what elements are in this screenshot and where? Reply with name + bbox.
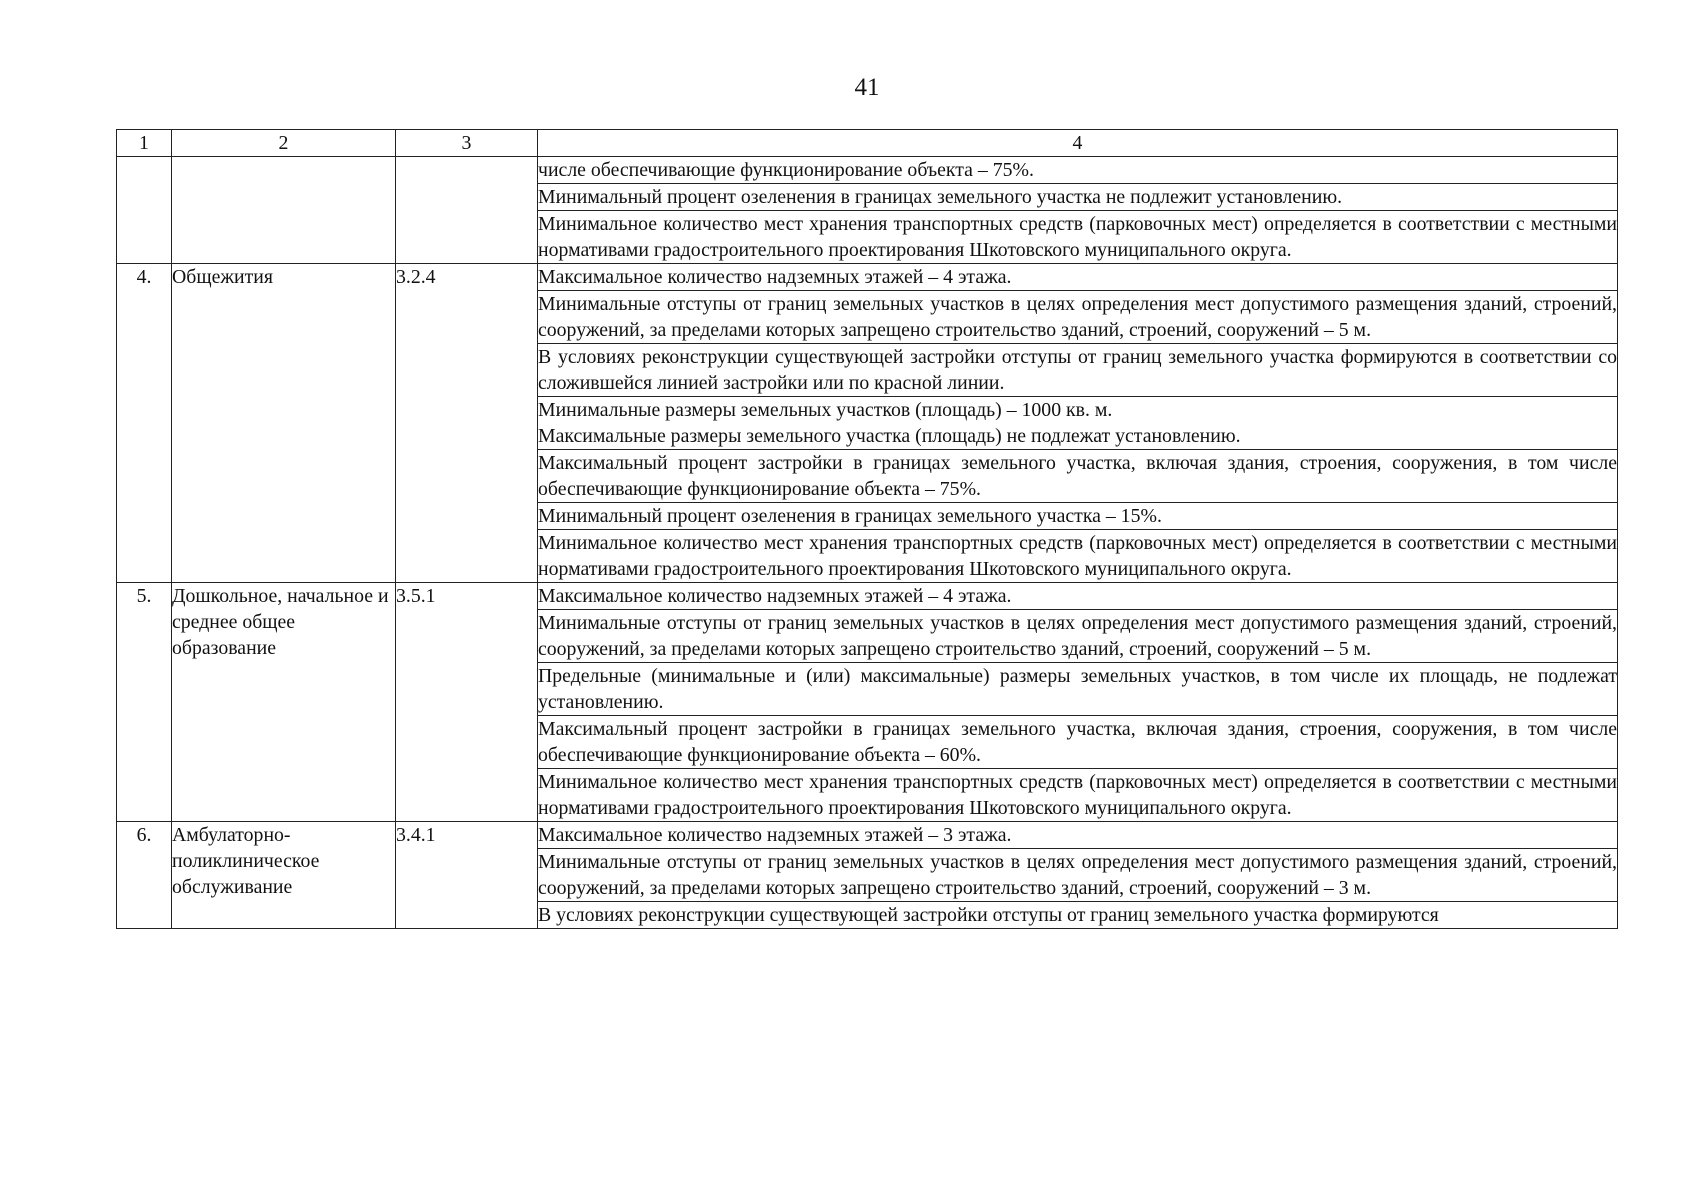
table-header-row	[117, 130, 1618, 157]
requirement-cell	[538, 397, 1618, 450]
requirement-cell	[538, 822, 1618, 849]
requirement-cell	[538, 503, 1618, 530]
requirement-text: В условиях реконструкции существующей застройки отступы от границ земельного участка формируются	[538, 904, 1439, 926]
requirement-text: Минимальные отступы от границ земельных участков в целях определения мест допустимого размещения зданий, строений, сооружений, за пределами которых запрещено строительство зданий, строений, сооружений – 5 м.	[538, 612, 1617, 660]
requirement-text: Минимальный процент озеленения в границах земельного участка не подлежит установлению.	[538, 186, 1343, 208]
table-row	[117, 583, 1618, 610]
requirement-text: числе обеспечивающие функционирование объекта – 75%.	[538, 159, 1034, 181]
requirement-cell	[538, 716, 1618, 769]
use-type-name: Амбулаторно-поликлиническое обслуживание	[172, 822, 396, 929]
requirement-text: В условиях реконструкции существующей застройки отступы от границ земельного участка формируются в соответствии со сложившейся линией застройки или по красной линии.	[538, 346, 1617, 394]
use-type-name	[172, 157, 396, 264]
requirement-cell	[538, 583, 1618, 610]
regulations-table	[116, 129, 1618, 929]
use-type-code: 3.5.1	[396, 583, 538, 822]
row-number: 4.	[117, 264, 172, 583]
row-number: 6.	[117, 822, 172, 929]
table-row	[117, 157, 1618, 184]
requirement-text: Максимальный процент застройки в границах земельного участка, включая здания, строения, сооружения, в том числе обеспечивающие функционирование объекта – 75%.	[538, 452, 1617, 500]
requirement-text: Максимальные размеры земельного участка (площадь) не подлежат установлению.	[538, 425, 1241, 447]
column-header-1: 1	[117, 130, 172, 157]
requirement-cell	[538, 450, 1618, 503]
requirement-text: Минимальный процент озеленения в границах земельного участка – 15%.	[538, 505, 1162, 527]
requirement-text: Максимальное количество надземных этажей – 4 этажа.	[538, 585, 1012, 607]
column-header-2: 2	[172, 130, 396, 157]
requirement-text: Минимальное количество мест хранения транспортных средств (парковочных мест) определяется в соответствии с местными нормативами градостроительного проектирования Шкотовского муниципального округа.	[538, 213, 1617, 261]
requirement-cell	[538, 264, 1618, 291]
requirement-cell	[538, 530, 1618, 583]
use-type-code: 3.2.4	[396, 264, 538, 583]
table-row	[117, 822, 1618, 849]
requirement-text: Максимальное количество надземных этажей – 4 этажа.	[538, 266, 1012, 288]
requirement-cell	[538, 663, 1618, 716]
requirement-cell	[538, 849, 1618, 902]
requirement-text: Предельные (минимальные и (или) максимальные) размеры земельных участков, в том числе их площадь, не подлежат установлению.	[538, 665, 1617, 713]
use-type-code: 3.4.1	[396, 822, 538, 929]
page-number: 41	[854, 74, 880, 101]
requirement-cell	[538, 184, 1618, 211]
requirement-cell	[538, 211, 1618, 264]
requirement-text: Минимальные размеры земельных участков (площадь) – 1000 кв. м.	[538, 399, 1113, 421]
requirement-text: Минимальные отступы от границ земельных участков в целях определения мест допустимого размещения зданий, строений, сооружений, за пределами которых запрещено строительство зданий, строений, сооружений – 5 м.	[538, 293, 1617, 341]
requirement-text: Максимальное количество надземных этажей – 3 этажа.	[538, 824, 1012, 846]
use-type-name: Общежития	[172, 264, 396, 583]
requirement-cell	[538, 769, 1618, 822]
use-type-name: Дошкольное, начальное и среднее общее образование	[172, 583, 396, 822]
column-header-3: 3	[396, 130, 538, 157]
requirement-cell	[538, 610, 1618, 663]
table-row	[117, 264, 1618, 291]
use-type-code	[396, 157, 538, 264]
requirement-cell	[538, 291, 1618, 344]
requirement-text: Минимальные отступы от границ земельных участков в целях определения мест допустимого размещения зданий, строений, сооружений, за пределами которых запрещено строительство зданий, строений, сооружений – 3 м.	[538, 851, 1617, 899]
row-number: 5.	[117, 583, 172, 822]
requirement-cell	[538, 902, 1618, 929]
requirement-text: Максимальный процент застройки в границах земельного участка, включая здания, строения, сооружения, в том числе обеспечивающие функционирование объекта – 60%.	[538, 718, 1617, 766]
column-header-4: 4	[538, 130, 1618, 157]
requirement-text: Минимальное количество мест хранения транспортных средств (парковочных мест) определяется в соответствии с местными нормативами градостроительного проектирования Шкотовского муниципального округа.	[538, 771, 1617, 819]
requirement-cell	[538, 344, 1618, 397]
requirement-text: Минимальное количество мест хранения транспортных средств (парковочных мест) определяется в соответствии с местными нормативами градостроительного проектирования Шкотовского муниципального округа.	[538, 532, 1617, 580]
row-number	[117, 157, 172, 264]
requirement-cell	[538, 157, 1618, 184]
